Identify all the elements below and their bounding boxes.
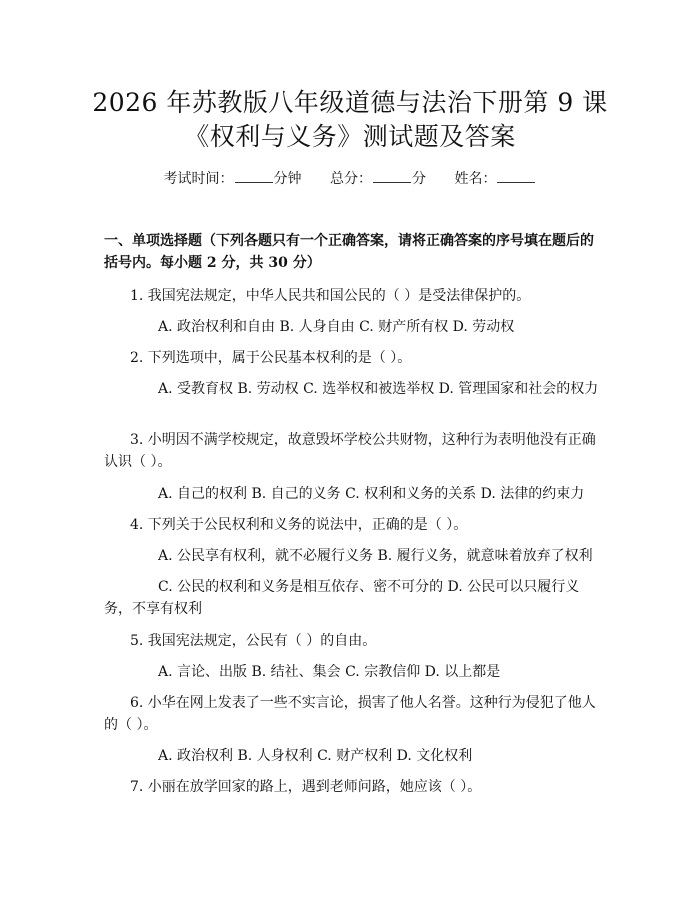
question-options: A. 政治权利和自由 B. 人身自由 C. 财产所有权 D. 劳动权 xyxy=(158,319,515,335)
question-stem: 6. 小华在网上发表了一些不实言论，损害了他人名誉。这种行为侵犯了他人的（ ）。 xyxy=(104,695,596,733)
question-stem: 3. 小明因不满学校规定，故意毁坏学校公共财物，这种行为表明他没有正确认识（ ）。 xyxy=(104,432,596,470)
question-stem: 4. 下列关于公民权利和义务的说法中，正确的是（ ）。 xyxy=(130,517,468,533)
question-stem: 1. 我国宪法规定，中华人民共和国公民的（ ）是受法律保护的。 xyxy=(130,288,531,304)
question-stem: 5. 我国宪法规定，公民有（ ）的自由。 xyxy=(130,633,377,649)
exam-time-unit: 分钟 xyxy=(273,171,302,187)
total-score-unit: 分 xyxy=(412,171,426,187)
question-stem: 2. 下列选项中，属于公民基本权利的是（ ）。 xyxy=(130,350,412,366)
name-blank xyxy=(497,170,535,183)
question-options: A. 受教育权 B. 劳动权 C. 选举权和被选举权 D. 管理国家和社会的权力 xyxy=(158,381,599,397)
question-options: A. 公民享有权利，就不必履行义务 B. 履行义务，就意味着放弃了权利 xyxy=(158,548,593,564)
section-heading: 一、单项选择题（下列各题只有一个正确答案，请将正确答案的序号填在题后的括号内。每小题 2 分，共 30 分） xyxy=(104,233,594,271)
exam-info xyxy=(120,168,580,188)
question-options: A. 自己的权利 B. 自己的义务 C. 权利和义务的关系 D. 法律的约束力 xyxy=(158,486,585,502)
total-score-label: 总分： xyxy=(330,171,372,187)
document-title-line-1: 2026 年苏教版八年级道德与法治下册第 9 课 xyxy=(92,88,608,117)
total-score-blank xyxy=(373,170,411,183)
question-options: A. 言论、出版 B. 结社、集会 C. 宗教信仰 D. 以上都是 xyxy=(158,664,501,680)
exam-time-blank xyxy=(235,170,273,183)
exam-time-label: 考试时间： xyxy=(163,171,234,187)
question-options: A. 政治权利 B. 人身权利 C. 财产权利 D. 文化权利 xyxy=(158,748,473,764)
document-title-line-2: 《权利与义务》测试题及答案 xyxy=(184,122,516,151)
question-options: C. 公民的权利和义务是相互依存、密不可分的 D. 公民可以只履行义务，不享有权利 xyxy=(104,579,580,617)
name-label: 姓名： xyxy=(454,171,497,187)
question-stem: 7. 小丽在放学回家的路上，遇到老师问路，她应该（ ）。 xyxy=(130,779,482,795)
